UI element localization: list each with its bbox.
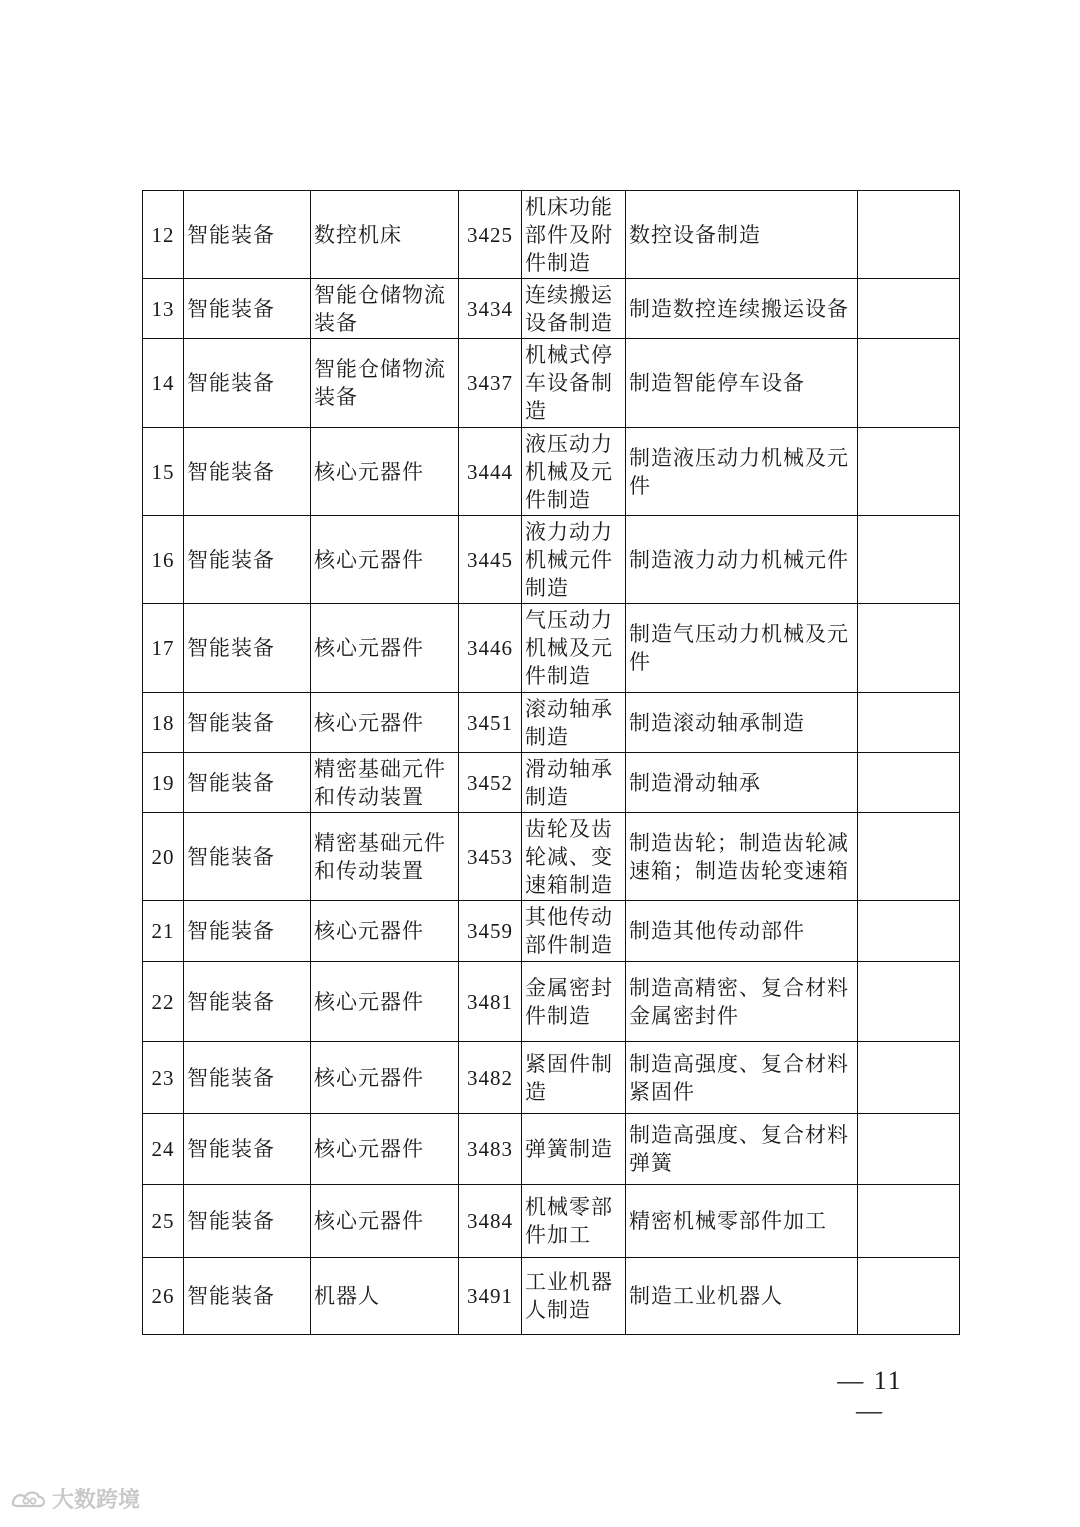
category-cell: 核心元器件 (311, 428, 459, 516)
industry-name-cell: 工业机器人制造 (522, 1258, 626, 1335)
row-number: 14 (143, 339, 184, 428)
row-number: 24 (143, 1114, 184, 1185)
industry-name-cell: 其他传动部件制造 (522, 901, 626, 962)
description-cell: 制造液压动力机械及元件 (626, 428, 858, 516)
industry-name-cell: 液压动力机械及元件制造 (522, 428, 626, 516)
description-cell: 制造高精密、复合材料金属密封件 (626, 962, 858, 1042)
industry-code-cell: 3445 (459, 516, 522, 604)
description-cell: 制造数控连续搬运设备 (626, 279, 858, 339)
description-cell: 制造高强度、复合材料紧固件 (626, 1042, 858, 1114)
industry-code-cell: 3446 (459, 604, 522, 693)
table-row (143, 191, 960, 279)
brand-logo-icon (10, 1488, 48, 1510)
industry-name-cell: 弹簧制造 (522, 1114, 626, 1185)
row-number: 18 (143, 693, 184, 753)
row-number: 15 (143, 428, 184, 516)
industry-code-cell: 3444 (459, 428, 522, 516)
row-number: 12 (143, 191, 184, 279)
category-cell: 机器人 (311, 1258, 459, 1335)
industry-name-cell: 气压动力机械及元件制造 (522, 604, 626, 693)
industry-code-cell: 3484 (459, 1185, 522, 1258)
note-cell (858, 1114, 960, 1185)
description-cell: 制造气压动力机械及元件 (626, 604, 858, 693)
description-cell: 精密机械零部件加工 (626, 1185, 858, 1258)
category-cell: 智能仓储物流装备 (311, 339, 459, 428)
description-cell: 制造工业机器人 (626, 1258, 858, 1335)
category-cell: 核心元器件 (311, 1042, 459, 1114)
table-row (143, 1114, 960, 1185)
table-row (143, 962, 960, 1042)
table-row (143, 693, 960, 753)
industry-code-cell: 3491 (459, 1258, 522, 1335)
note-cell (858, 1185, 960, 1258)
note-cell (858, 753, 960, 813)
industry-code-cell: 3452 (459, 753, 522, 813)
industry-name-cell: 紧固件制造 (522, 1042, 626, 1114)
table-row (143, 753, 960, 813)
table-row (143, 604, 960, 693)
industry-code-cell: 3483 (459, 1114, 522, 1185)
field-cell: 智能装备 (184, 1185, 311, 1258)
note-cell (858, 1258, 960, 1335)
industry-code-cell: 3451 (459, 693, 522, 753)
table-row (143, 428, 960, 516)
field-cell: 智能装备 (184, 962, 311, 1042)
field-cell: 智能装备 (184, 339, 311, 428)
industry-table (142, 190, 960, 1335)
field-cell: 智能装备 (184, 753, 311, 813)
page-number: — 11 — (837, 1366, 903, 1425)
row-number: 25 (143, 1185, 184, 1258)
description-cell: 制造液力动力机械元件 (626, 516, 858, 604)
field-cell: 智能装备 (184, 428, 311, 516)
category-cell: 精密基础元件和传动装置 (311, 813, 459, 901)
table-row (143, 901, 960, 962)
table-row (143, 1258, 960, 1335)
category-cell: 核心元器件 (311, 962, 459, 1042)
note-cell (858, 604, 960, 693)
row-number: 23 (143, 1042, 184, 1114)
category-cell: 核心元器件 (311, 1114, 459, 1185)
row-number: 21 (143, 901, 184, 962)
category-cell: 核心元器件 (311, 516, 459, 604)
field-cell: 智能装备 (184, 1114, 311, 1185)
table-row (143, 813, 960, 901)
note-cell (858, 693, 960, 753)
field-cell: 智能装备 (184, 813, 311, 901)
industry-name-cell: 滑动轴承制造 (522, 753, 626, 813)
description-cell: 制造智能停车设备 (626, 339, 858, 428)
table-row (143, 516, 960, 604)
row-number: 13 (143, 279, 184, 339)
description-cell: 制造滑动轴承 (626, 753, 858, 813)
category-cell: 数控机床 (311, 191, 459, 279)
field-cell: 智能装备 (184, 1042, 311, 1114)
table-body (143, 191, 960, 1335)
description-cell: 制造其他传动部件 (626, 901, 858, 962)
note-cell (858, 901, 960, 962)
row-number: 22 (143, 962, 184, 1042)
note-cell (858, 516, 960, 604)
description-cell: 制造高强度、复合材料弹簧 (626, 1114, 858, 1185)
field-cell: 智能装备 (184, 604, 311, 693)
note-cell (858, 962, 960, 1042)
industry-code-cell: 3481 (459, 962, 522, 1042)
industry-code-cell: 3453 (459, 813, 522, 901)
watermark (10, 1483, 140, 1514)
description-cell: 制造齿轮；制造齿轮减速箱；制造齿轮变速箱 (626, 813, 858, 901)
industry-name-cell: 滚动轴承制造 (522, 693, 626, 753)
description-cell: 数控设备制造 (626, 191, 858, 279)
field-cell: 智能装备 (184, 1258, 311, 1335)
category-cell: 智能仓储物流装备 (311, 279, 459, 339)
table-row (143, 339, 960, 428)
table-row (143, 1042, 960, 1114)
row-number: 20 (143, 813, 184, 901)
row-number: 17 (143, 604, 184, 693)
note-cell (858, 1042, 960, 1114)
category-cell: 核心元器件 (311, 693, 459, 753)
row-number: 16 (143, 516, 184, 604)
watermark-text: 大数跨境 (52, 1488, 141, 1513)
field-cell: 智能装备 (184, 901, 311, 962)
field-cell: 智能装备 (184, 516, 311, 604)
industry-code-cell: 3425 (459, 191, 522, 279)
industry-code-cell: 3434 (459, 279, 522, 339)
note-cell (858, 428, 960, 516)
industry-code-cell: 3437 (459, 339, 522, 428)
note-cell (858, 813, 960, 901)
row-number: 26 (143, 1258, 184, 1335)
industry-name-cell: 金属密封件制造 (522, 962, 626, 1042)
table-row (143, 279, 960, 339)
note-cell (858, 191, 960, 279)
industry-name-cell: 连续搬运设备制造 (522, 279, 626, 339)
industry-name-cell: 齿轮及齿轮减、变速箱制造 (522, 813, 626, 901)
category-cell: 精密基础元件和传动装置 (311, 753, 459, 813)
industry-name-cell: 机械零部件加工 (522, 1185, 626, 1258)
industry-code-cell: 3459 (459, 901, 522, 962)
category-cell: 核心元器件 (311, 901, 459, 962)
row-number: 19 (143, 753, 184, 813)
field-cell: 智能装备 (184, 191, 311, 279)
note-cell (858, 279, 960, 339)
note-cell (858, 339, 960, 428)
field-cell: 智能装备 (184, 279, 311, 339)
industry-code-cell: 3482 (459, 1042, 522, 1114)
field-cell: 智能装备 (184, 693, 311, 753)
description-cell: 制造滚动轴承制造 (626, 693, 858, 753)
industry-name-cell: 机床功能部件及附件制造 (522, 191, 626, 279)
industry-name-cell: 机械式停车设备制造 (522, 339, 626, 428)
category-cell: 核心元器件 (311, 1185, 459, 1258)
table-row (143, 1185, 960, 1258)
category-cell: 核心元器件 (311, 604, 459, 693)
industry-name-cell: 液力动力机械元件制造 (522, 516, 626, 604)
